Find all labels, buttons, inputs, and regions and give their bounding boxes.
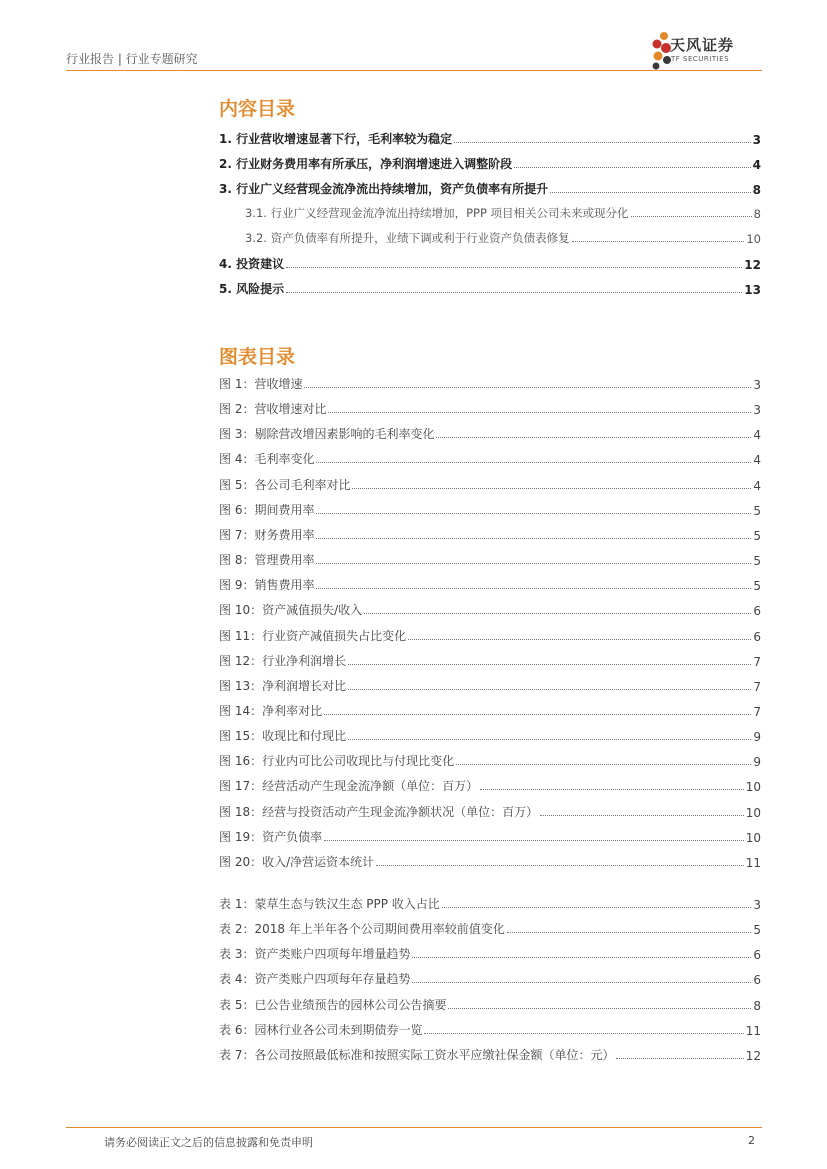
toc-entry-label: 表 1：蒙草生态与铁汉生态 PPP 收入占比 — [219, 897, 440, 911]
toc-entry[interactable] — [219, 626, 761, 644]
toc-entry-page: 9 — [753, 755, 761, 770]
toc-entry-page: 6 — [753, 948, 761, 963]
toc-entry-page: 9 — [753, 730, 761, 745]
toc-entry-label: 5. 风险提示 — [219, 282, 285, 296]
dot-leader — [324, 714, 751, 715]
toc-entry[interactable] — [219, 969, 761, 987]
toc-entry-page: 6 — [753, 973, 761, 988]
toc-entry-page: 12 — [744, 258, 761, 272]
dot-leader — [408, 639, 751, 640]
toc-entry-label: 表 4：资产类账户四项每年存量趋势 — [219, 972, 411, 987]
toc-entry-page: 5 — [753, 528, 761, 543]
figures-title: 图表目录 — [219, 346, 296, 368]
toc-entry-page: 13 — [744, 283, 761, 297]
dot-leader — [348, 739, 751, 740]
toc-entry-label: 2. 行业财务费用率有所承压，净利润增速进入调整阶段 — [219, 157, 513, 171]
dot-leader — [376, 865, 744, 866]
dot-leader — [412, 982, 751, 983]
toc-entry[interactable] — [219, 550, 761, 568]
dot-leader — [352, 488, 751, 489]
toc-entry[interactable] — [219, 449, 761, 467]
toc-entry[interactable] — [219, 374, 761, 392]
footer-disclaimer: 请务必阅读正文之后的信息披露和免责申明 — [104, 1136, 313, 1149]
toc-entry-label: 图 7：财务费用率 — [219, 527, 315, 542]
toc-entry-page: 10 — [745, 780, 761, 795]
toc-entry-label: 图 6：期间费用率 — [219, 502, 315, 517]
toc-entry-page: 8 — [753, 207, 761, 221]
toc-entry[interactable] — [219, 575, 761, 593]
toc-entry[interactable] — [219, 475, 761, 493]
toc-entry-label: 图 9：销售费用率 — [219, 578, 315, 593]
toc-entry-page: 5 — [753, 554, 761, 569]
logo-subtitle: TF SECURITIES — [671, 55, 730, 63]
toc-entry-label: 图 18：经营与投资活动产生现金流净额状况（单位：百万） — [219, 804, 539, 819]
toc-entry-label: 图 11：行业资产减值损失占比变化 — [219, 628, 407, 643]
dot-leader — [454, 142, 751, 143]
dot-leader — [316, 588, 751, 589]
toc-entry[interactable] — [219, 129, 761, 147]
toc-entry[interactable] — [219, 827, 761, 845]
toc-entry-label: 1. 行业营收增速显著下行，毛利率较为稳定 — [219, 132, 453, 146]
toc-entry[interactable] — [219, 852, 761, 870]
dot-leader — [316, 462, 751, 463]
toc-entry[interactable] — [219, 500, 761, 518]
toc-entry-label: 图 13：净利润增长对比 — [219, 678, 347, 693]
toc-entry-page: 4 — [753, 453, 761, 468]
page-header — [0, 0, 827, 72]
dot-leader — [316, 563, 751, 564]
toc-entry[interactable] — [219, 676, 761, 694]
toc-entry-page: 6 — [753, 604, 761, 619]
toc-entry-page: 11 — [745, 1023, 761, 1038]
logo-name: 天风证券 — [670, 36, 735, 54]
toc-entry-label: 表 6：园林行业各公司未到期债券一览 — [219, 1022, 423, 1037]
dot-leader — [286, 267, 742, 268]
toc-entry[interactable] — [219, 995, 761, 1013]
dot-leader — [442, 907, 752, 908]
report-category: 行业报告 | 行业专题研究 — [66, 52, 198, 66]
toc-entry-label: 表 5：已公告业绩预告的园林公司公告摘要 — [219, 997, 447, 1012]
toc-entry[interactable] — [219, 154, 761, 172]
dot-leader — [616, 1058, 743, 1059]
toc-entry-label: 3.2. 资产负债率有所提升，业绩下调或利于行业资产负债表修复 — [245, 231, 570, 245]
dot-leader — [572, 241, 745, 242]
toc-entry-label: 4. 投资建议 — [219, 257, 285, 271]
toc-entry-page: 11 — [745, 855, 761, 870]
toc-entry-page: 4 — [753, 428, 761, 443]
dot-leader — [412, 957, 751, 958]
toc-entry-label: 3. 行业广义经营现金流净流出持续增加，资产负债率有所提升 — [219, 182, 549, 196]
toc-entry[interactable] — [219, 254, 761, 272]
footer-divider — [66, 1127, 762, 1128]
toc-entry-page: 5 — [753, 503, 761, 518]
dot-leader — [436, 437, 751, 438]
toc-entry-page: 3 — [753, 378, 761, 392]
toc-entry-page: 8 — [753, 998, 761, 1013]
toc-entry-label: 图 12：行业净利润增长 — [219, 653, 347, 668]
toc-entry[interactable] — [219, 919, 761, 937]
dot-leader — [424, 1033, 743, 1034]
toc-entry[interactable] — [219, 1045, 761, 1063]
toc-entry-label: 图 8：管理费用率 — [219, 553, 315, 568]
toc-entry-page: 7 — [753, 704, 761, 719]
toc-entry-label: 图 15：收现比和付现比 — [219, 729, 347, 744]
dot-leader — [316, 513, 751, 514]
dot-leader — [348, 664, 751, 665]
dot-leader — [507, 932, 752, 933]
toc-entry-label: 表 2：2018 年上半年各个公司期间费用率较前值变化 — [219, 922, 505, 937]
toc-entry-label: 图 5：各公司毛利率对比 — [219, 477, 351, 492]
toc-entry[interactable] — [219, 751, 761, 769]
toc-entry-label: 图 1：营收增速 — [219, 377, 303, 391]
dot-leader — [348, 689, 751, 690]
toc-entry-label: 表 3：资产类账户四项每年增量趋势 — [219, 947, 411, 962]
toc-entry-page: 10 — [745, 830, 761, 845]
toc-entry[interactable] — [219, 279, 761, 297]
toc-entry[interactable] — [219, 424, 761, 442]
toc-entry-label: 图 3：剔除营改增因素影响的毛利率变化 — [219, 427, 435, 442]
toc-entry-page: 3 — [752, 133, 761, 147]
dot-leader — [480, 789, 744, 790]
toc-entry-page: 12 — [745, 1048, 761, 1063]
toc-entry-page: 5 — [753, 579, 761, 594]
dot-leader — [364, 613, 751, 614]
dot-leader — [304, 387, 751, 388]
toc-entry-page: 3 — [753, 898, 761, 912]
page-number: 2 — [748, 1134, 755, 1147]
toc-entry-page: 5 — [753, 923, 761, 938]
toc-entry[interactable] — [219, 525, 761, 543]
toc-entry-label: 图 14：净利率对比 — [219, 703, 323, 718]
dot-leader — [540, 815, 744, 816]
toc-entry[interactable] — [219, 399, 761, 417]
dot-leader — [316, 538, 751, 539]
dot-leader — [456, 764, 751, 765]
toc-entry[interactable] — [245, 203, 761, 221]
toc-entry[interactable] — [219, 179, 761, 197]
toc-entry-page: 4 — [753, 478, 761, 493]
toc-entry-label: 3.1. 行业广义经营现金流净流出持续增加，PPP 项目相关公司未来或现分化 — [245, 206, 629, 220]
dot-leader — [631, 216, 752, 217]
toc-entry[interactable] — [219, 651, 761, 669]
toc-entry-page: 10 — [745, 805, 761, 820]
toc-entry[interactable] — [219, 776, 761, 794]
toc-entry-label: 图 16：行业内可比公司收现比与付现比变化 — [219, 754, 455, 769]
toc-entry-page: 3 — [753, 403, 761, 418]
toc-entry-label: 图 10：资产减值损失/收入 — [219, 603, 363, 618]
toc-entry[interactable] — [219, 600, 761, 618]
toc-entry-label: 图 17：经营活动产生现金流净额（单位：百万） — [219, 779, 479, 794]
contents-title: 内容目录 — [219, 98, 296, 120]
toc-entry-label: 表 7：各公司按照最低标准和按照实际工资水平应缴社保金额（单位：元） — [219, 1047, 615, 1062]
toc-entry[interactable] — [245, 228, 761, 246]
toc-entry[interactable] — [219, 701, 761, 719]
toc-entry[interactable] — [219, 802, 761, 820]
toc-entry-page: 4 — [752, 158, 761, 172]
toc-entry[interactable] — [219, 944, 761, 962]
dot-leader — [514, 167, 751, 168]
dot-leader — [448, 1008, 751, 1009]
toc-entry[interactable] — [219, 1020, 761, 1038]
toc-entry[interactable] — [219, 726, 761, 744]
toc-entry-label: 图 2：营收增速对比 — [219, 402, 327, 417]
toc-entry-page: 8 — [752, 183, 761, 197]
toc-entry-label: 图 4：毛利率变化 — [219, 452, 315, 467]
toc-entry[interactable] — [219, 894, 761, 912]
toc-entry-label: 图 19：资产负债率 — [219, 829, 323, 844]
toc-entry-page: 7 — [753, 679, 761, 694]
dot-leader — [328, 412, 751, 413]
dot-leader — [286, 292, 742, 293]
dot-leader — [550, 192, 751, 193]
dot-leader — [324, 840, 744, 841]
toc-entry-page: 6 — [753, 629, 761, 644]
toc-entry-page: 7 — [753, 654, 761, 669]
toc-entry-label: 图 20：收入/净营运资本统计 — [219, 854, 375, 869]
header-divider — [66, 70, 762, 71]
toc-entry-page: 10 — [746, 232, 761, 246]
